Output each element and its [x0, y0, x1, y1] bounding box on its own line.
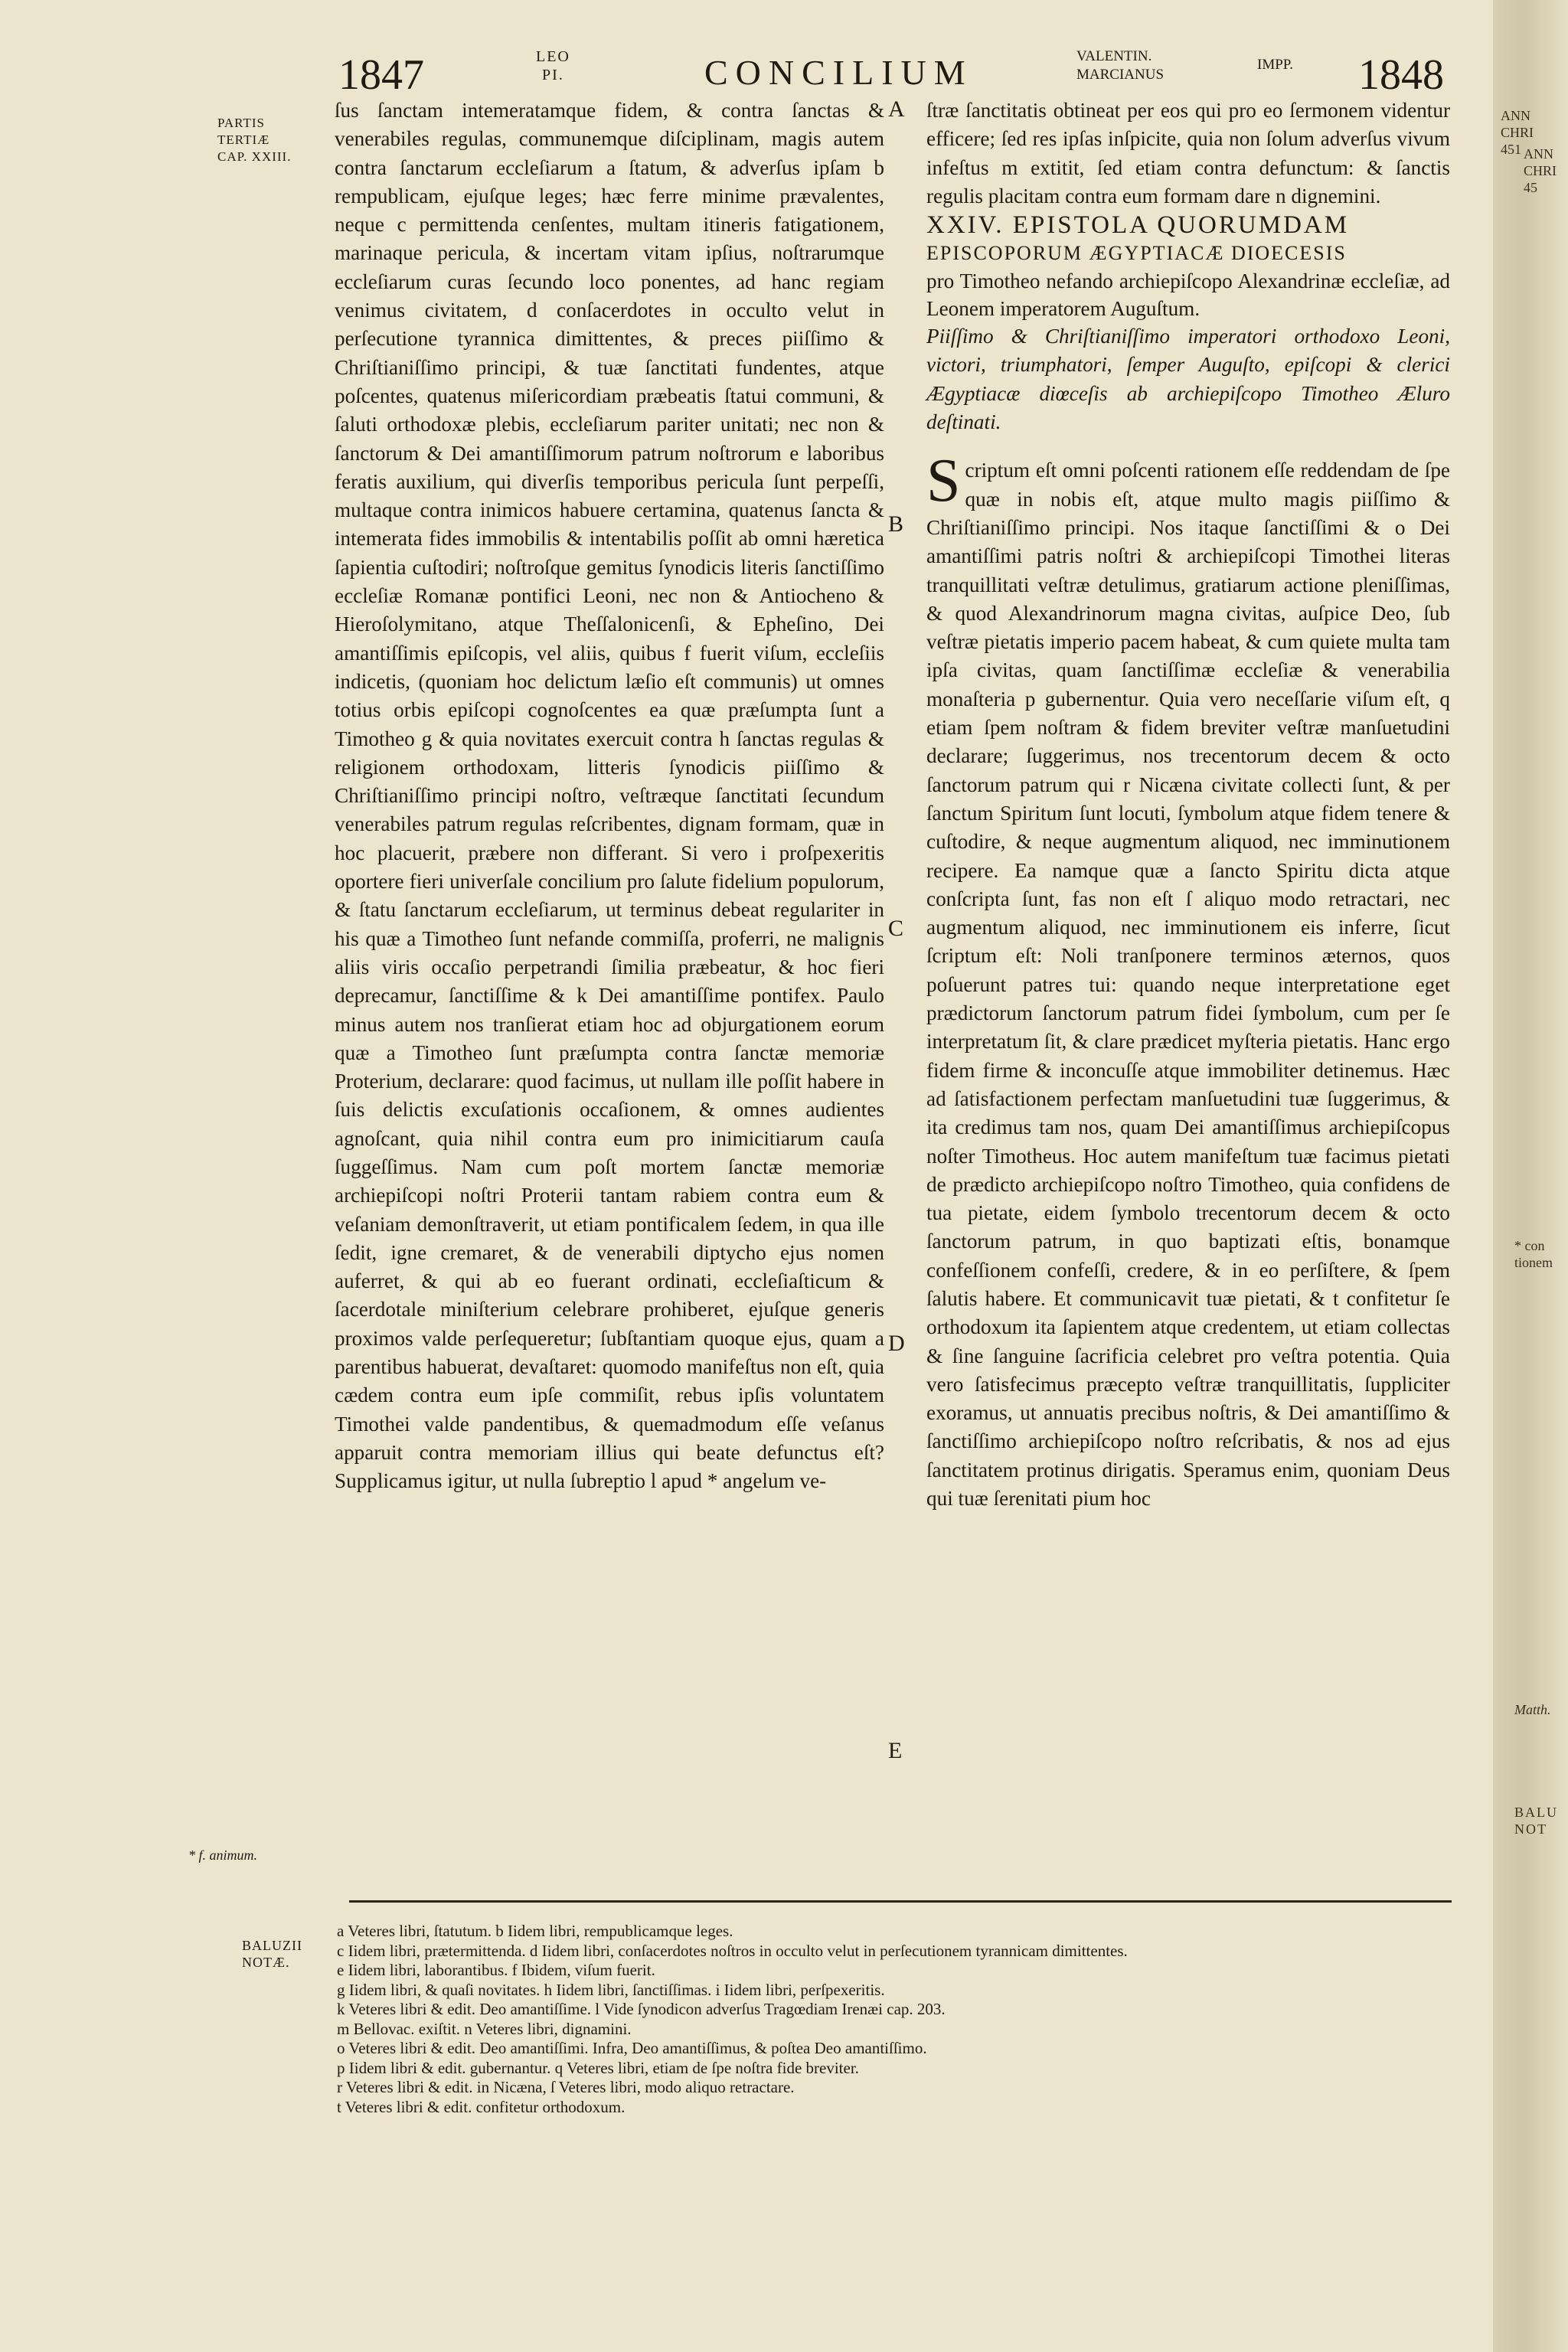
section-letter-a: A — [888, 96, 905, 122]
footnote-rule — [349, 1900, 1452, 1903]
footnote-line: e Iidem libri, laborantibus. f Ibidem, viſum fuerit. — [337, 1961, 655, 1979]
adjacent-page-edge — [1493, 0, 1568, 2352]
page-number-right: 1848 — [1358, 51, 1444, 99]
header-emperors: VALENTIN. MARCIANUS — [1076, 48, 1165, 83]
header-leo: LEO PI. — [536, 48, 570, 83]
right-edge-matth: Matth. — [1514, 1702, 1551, 1717]
footnote-line: a Veteres libri, ſtatutum. b Iidem libri, rempublicamque leges. — [337, 1922, 733, 1940]
left-column-text: ſus ſanctam intemeratamque fidem, & contra ſanctas & venerabiles regulas, communemque diſciplinam, magis autem contra ſanctarum eccleſiarum a ſtatum, & adverſus ipſam b rempublicam, ejuſque leges; hæc ferre minime prævalentes, neque c permittenda cenſentes, multam itineris fatigationem, marinaque pericula, & incertam vitam ipſius, noſtrarumque eccleſiarum curas ſecundo loco ponentes, ad hanc regiam venimus civitatem, d conſacerdotes in occulto velut in perſecutione tyrannica dimittentes, & preces piiſſimo & Chriſtianiſſimo principi, & tuæ ſanctitati fundentes, atque poſcentes, quatenus miſericordiam præbeatis ſtatui communi, & ſaluti orthodoxæ plebis, eccleſiarum pariter unitati; nec non & ſanctorum & Dei amantiſſimorum patrum noſtrorum e laboribus feratis auxilium, qui diverſis temporibus pericula ſunt perpeſſi, multaque contra inimicos habuere certamina, quatenus ſancta & intemerata fides immobilis & intentabilis poſſit ab omni hæretica ſapientia cuſtodiri; noſtroſque gemitus ſynodicis literis ſanctiſſimo eccleſiæ Romanæ pontifici Leoni, nec non & Antiocheno & Hieroſolymitano, atque Theſſalonicenſi, & Epheſino, Dei amantiſſimis epiſcopis, vel aliis, quibus f fuerit viſum, eccleſiis indicetis, (quoniam hoc delictum læſio eſt communis) ut omnes totius orbis epiſcopi cognoſcentes ea quæ præſumpta ſunt a Timotheo g & quia novitates exercuit contra h ſanctas regulas & religionem orthodoxam, litteris ſynodicis piiſſimo & Chriſtianiſſimo principi noſtro, veſtræque ſanctitati ſecundum venerabiles patrum regulas reſcribentes, dignam formam, quæ in hoc placuerit, præbere non differant. Si vero i proſpexeritis oportere fieri univerſale concilium pro ſalute fidelium populorum, & ſtatu ſanctarum eccleſiarum, ut terminus debeat regulariter in his quæ a Timotheo ſunt nefande commiſſa, proferri, ne malignis aliis viris occaſio perpetrandi ſimilia præbeatur, & hoc fieri deprecamur, ſanctiſſime & k Dei amantiſſime pontifex. Paulo minus autem nos tranſierat etiam hoc ad objurgationem eorum quæ a Timotheo ſunt præſumpta contra ſanctæ memoriæ Proterium, declarare: quod facimus, ut nullam ille poſſit habere in ſuis delictis excuſationis occaſionem, & omnes audientes agnoſcant, quia nihil contra eum pro inimicitiarum cauſa ſuggeſſimus. Nam cum poſt mortem ſanctæ memoriæ archiepiſcopi noſtri Proterii tantam rabiem contra eum & veſaniam demonſtraverit, ut etiam pontificalem ſedem, in qua ille ſedit, igne cremaret, & de venerabili diptycho ejus nomen auferret, & qui ab eo fuerant ordinati, eccleſiaſticum & ſacerdotale miniſterium celebrare prohiberet, ejuſque generis proximos valde perſequeretur; ſubſtantiam quoque ejus, quam a parentibus habuerat, devaſtaret: quomodo manifeſtus non eſt, quia cædem contra eum ipſe commiſit, rebus ipſis voluntatem Timothei valde pandentibus, & quemadmodum eſſe veſanus apparuit contra memoriam illius qui beate defunctus eſt? Supplicamus igitur, ut nulla ſubreptio l apud * angelum ve- — [335, 99, 884, 1493]
footnote-line: m Bellovac. exiſtit. n Veteres libri, dignamini. — [337, 2019, 632, 2038]
left-column — [335, 96, 884, 1496]
epistle-body: Scriptum eſt omni poſcenti rationem eſſe reddendam de ſpe quæ in nobis eſt, atque multo magis piiſſimo & Chriſtianiſſimo principi. Nos itaque ſanctiſſimi & o Dei amantiſſimi patris noſtri & archiepiſcopi Timothei literas tranquillitati veſtræ detulimus, gratiarum actione pleniſſimas, & quod Alexandrinorum magna civitas, auſpice Deo, ſub veſtræ pietatis imperio pacem habeat, & cum quiete multa tam ipſa civitas, quam ſanctiſſimæ eccleſiæ & venerabilia monaſteria p gubernentur. Quia vero neceſſarie viſum eſt, q etiam ſpem noſtram & fidem breviter veſtræ manſuetudini declarare; ſuggerimus, nos trecentorum decem & octo ſanctorum patrum qui r Nicæna civitate collecti ſunt, & per ſanctum Spiritum ſunt locuti, ſymbolum atque fidem tenere & cuſtodire, & neque augmentum aliquod, nec imminutionem recipere. Ea namque quæ a ſancto Spiritu dicta atque conſcripta ſunt, fas non eſt ſ aliquo modo retractari, nec augmentum aliquod, nec imminutionem eis inferre, ſicut ſcriptum eſt: Noli tranſponere terminos æternos, quos poſuerunt patres tui: quando neque interpretatione eget prædictorum ſanctorum patrum fidei ſymbolum, cum per ſe interpretatum ſit, & clare prædicet myſteria pietatis. Hanc ergo fidem firme & inconcuſſe atque immobiliter detinemus. Hæc ad ſatisfactionem perfectam manſuetudini tuæ ſuggerimus, & ita credimus tam nos, quam Dei amantiſſimus archiepiſcopus noſter Timotheus. Hoc autem manifeſtum tuæ facimus pietati de prædicto archiepiſcopo noſtro Timotheo, quia confidens de tua pietate, eidem ſymbolo trecentorum decem & octo ſanctorum patrum, in quo baptizati eſtis, bonamque confeſſionem confeſſi, credere, & in eo perſiſtere, & ſpem ſalutis habere. Et communicavit tuæ pietati, & t confitetur ſe orthodoxum ita ſapientem atque credentem, ut etiam collectas & ſine ſanguine ſacrificia celebret pro veſtra potentia. Quia vero ſatisfecimus præcepto veſtræ tranquillitatis, ſuppliciter exoramus, ut annuatis precibus noſtris, & Dei amantiſſimo & ſanctiſſimo archiepiſcopo noſtro reſcribatis, & nos ad ejus ſanctitatem protinus dirigatis. Speramus enim, quoniam Deus qui tuæ ſerenitati pium hoc — [926, 447, 1450, 1511]
running-header — [0, 46, 1568, 100]
section-letter-c: C — [888, 916, 904, 941]
footnote-label: BALUZII NOTÆ. — [242, 1938, 302, 1970]
footnote-line: g Iidem libri, & quaſi novitates. h Iidem libri, ſanctiſſimas. i Iidem libri, perſpexeritis. — [337, 1980, 885, 1999]
header-impp: IMPP. — [1257, 57, 1293, 73]
footnotes — [337, 1922, 1470, 2117]
right-edge-note: * con tionem — [1514, 1238, 1553, 1270]
footnote-line: r Veteres libri & edit. in Nicæna, ſ Veteres libri, modo aliquo retractare. — [337, 2078, 795, 2096]
epistle-title: XXIV. EPISTOLA QUORUMDAM — [926, 211, 1350, 240]
footnote-line: c Iidem libri, prætermittenda. d Iidem libri, conſacerdotes noſtros in occulto velut in perſecutionem tyrannicam dimittentes. — [337, 1941, 1128, 1960]
page-number-left: 1847 — [338, 51, 424, 99]
section-letter-d: D — [888, 1331, 905, 1356]
footnote-line: t Veteres libri & edit. confitetur orthodoxum. — [337, 2097, 626, 2116]
right-column-top-text: ſtræ ſanctitatis obtineat per eos qui pro eo ſermonem videntur efficere; ſed res ipſas inſpicite, quia non ſolum adverſus vivum infeſtus m extitit, ſed etiam contra defunctum: & ſanctis regulis placitam contra eum formam dare n dignemini. — [926, 99, 1450, 207]
footnote-line: p Iidem libri & edit. gubernantur. q Veteres libri, etiam de ſpe noſtra fide breviter. — [337, 2058, 859, 2077]
left-margin-note: * f. animum. — [188, 1847, 257, 1863]
right-edge-year-1: ANN CHRI 451 — [1501, 108, 1534, 157]
left-margin-heading: PARTIS TERTIÆ CAP. XXIII. — [217, 116, 292, 164]
section-letter-b: B — [888, 511, 904, 537]
epistle-description: pro Timotheo nefando archiepiſcopo Alexandrinæ eccleſiæ, ad Leonem imperatorem Auguſtum. — [926, 270, 1450, 321]
footnote-line: o Veteres libri & edit. Deo amantiſſimi. Infra, Deo amantiſſimus, & poſtea Deo amantiſſimo. — [337, 2039, 927, 2057]
epistle-address: Piiſſimo & Chriſtianiſſimo imperatori orthodoxo Leoni, victori, triumphatori, ſemper Auguſto, epiſcopi & clerici Ægyptiacæ diœceſis ab archiepiſcopo Timotheo Æluro deſtinati. — [926, 325, 1450, 434]
right-edge-year-2: ANN CHRI 45 — [1524, 146, 1557, 195]
section-letter-e: E — [888, 1738, 903, 1763]
epistle-subtitle: EPISCOPORUM ÆGYPTIACÆ DIOECESIS — [926, 242, 1347, 265]
right-edge-baluzii: BALU NOT — [1514, 1805, 1558, 1837]
right-column — [926, 96, 1450, 1513]
footnote-line: k Veteres libri & edit. Deo amantiſſime. l Vide ſynodicon adverſus Tragœdiam Irenæi cap. 203. — [337, 2000, 946, 2018]
header-title: CONCILIUM — [704, 53, 973, 92]
